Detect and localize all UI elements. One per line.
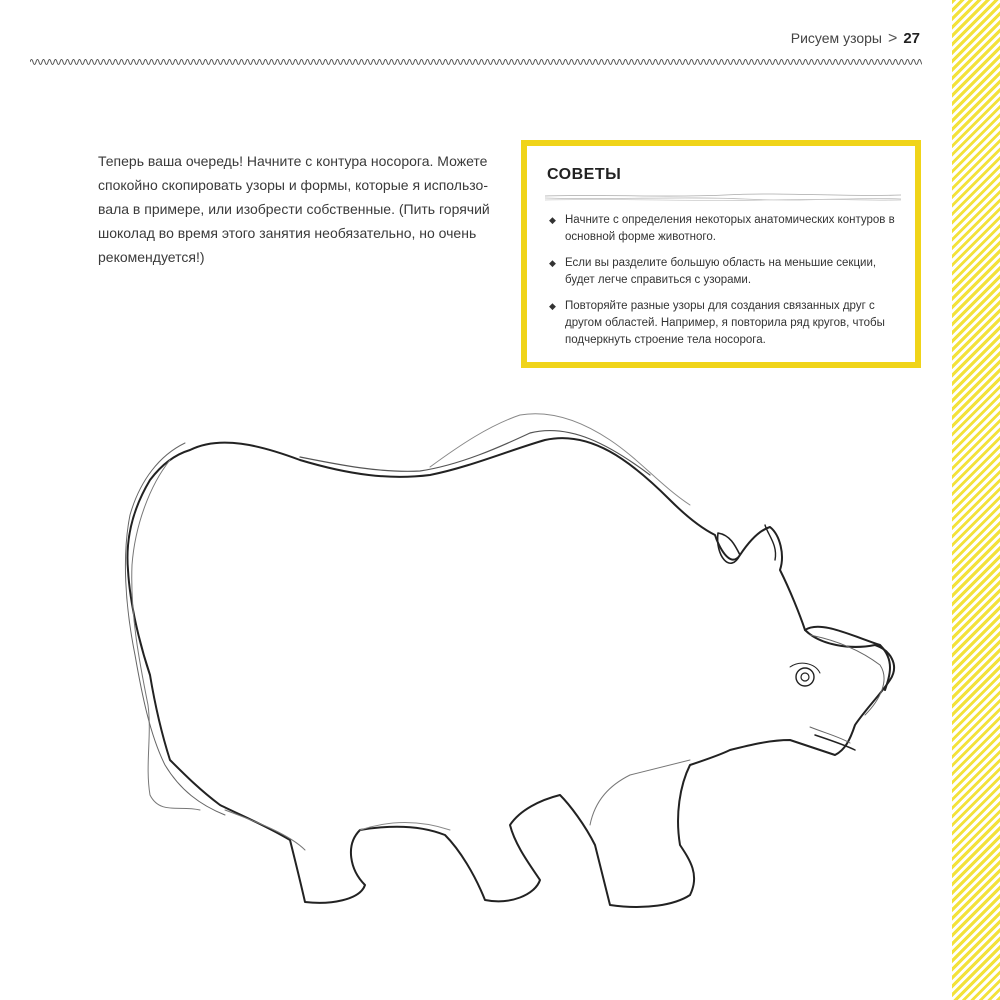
tips-title: СОВЕТЫ [547, 166, 622, 183]
tip-text: Повторяйте разные узоры для создания связанных друг с другом областей. Например, я повторила ряд кругов, чтобы подчеркнуть строение тела носорога. [565, 300, 885, 346]
tips-list [547, 212, 897, 358]
section-title: Рисуем узоры [790, 30, 882, 46]
tips-box [521, 140, 921, 368]
tips-scribble-rule [545, 192, 901, 204]
tip-text: Если вы разделите большую область на меньшие секции, будет легче справиться с узорами. [565, 257, 877, 286]
tip-item [547, 212, 897, 246]
decorative-edge-stripe [952, 0, 1000, 1000]
rhino-outline-illustration [90, 405, 920, 950]
tip-text: Начните с определения некоторых анатомических контуров в основной форме животного. [565, 214, 895, 243]
tip-item [547, 298, 897, 349]
page-number: 27 [903, 30, 920, 47]
intro-paragraph: Теперь ваша очередь! Начните с контура носорога. Можете спокойно скопировать узоры и формы, которые я использовала в примере, или изобрести собственные. (Пить горячий шоколад во время этого занятия необязательно, но очень рекомендуется!) [98, 153, 490, 265]
bullet-icon: ◆ [549, 301, 556, 311]
bullet-icon: ◆ [549, 258, 556, 268]
wavy-divider [30, 56, 922, 68]
bullet-icon: ◆ [549, 215, 556, 225]
header-separator: > [887, 30, 898, 47]
running-header [791, 30, 920, 48]
tip-item [547, 255, 897, 289]
